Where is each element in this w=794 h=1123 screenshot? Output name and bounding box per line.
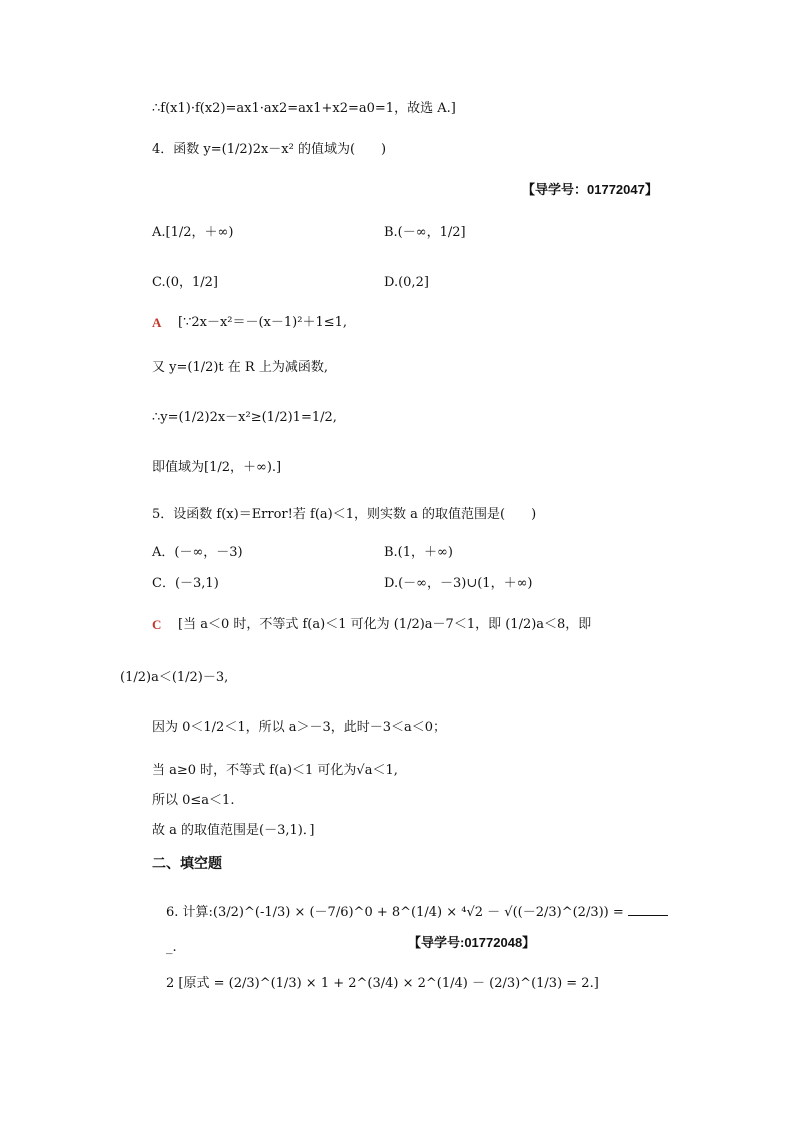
question-5: 5．设函数 f(x)＝Error!若 f(a)＜1，则实数 a 的取值范围是( ) — [152, 507, 537, 522]
option-a-4: A.[1/2，＋∞) — [152, 225, 234, 240]
section-heading: 二、填空题 — [152, 855, 222, 871]
solution-4-line-1: [∵2x－x²＝－(x－1)²＋1≤1, — [178, 315, 348, 330]
question-6 — [166, 905, 668, 921]
option-b-4: B.(－∞，1/2] — [384, 225, 466, 240]
solution-5-line-6: 故 a 的取值范围是(－3,1)．] — [152, 823, 315, 838]
solution-4-line-2: 又 y=(1/2)t 在 R 上为减函数, — [152, 360, 328, 375]
question-6-blank-tail: _. — [166, 940, 177, 955]
line-1: ∴f(x1)·f(x2)=ax1·ax2=ax1+x2=a0=1，故选 A.] — [152, 101, 456, 116]
solution-5-line-1: [当 a＜0 时，不等式 f(a)＜1 可化为 (1/2)a－7＜1，即 (1/2)a＜8，即 — [178, 617, 592, 632]
solution-5-line-4: 当 a≥0 时，不等式 f(a)＜1 可化为√a＜1, — [152, 763, 398, 778]
solution-6: 2 [原式 = (2/3)^(1/3) × 1 + 2^(3/4) × 2^(1/4) － (2/3)^(1/3) = 2.] — [166, 976, 599, 991]
question-6-text: 6. 计算:(3/2)^(-1/3) × (－7/6)^0 + 8^(1/4) × ⁴√2 － √((－2/3)^(2/3)) = — [166, 905, 624, 920]
option-c-4: C.(0，1/2] — [152, 275, 218, 290]
option-d-5: D.(－∞，－3)∪(1，＋∞) — [384, 576, 533, 591]
answer-5: C — [152, 617, 162, 632]
option-c-5: C．(－3,1) — [152, 576, 219, 591]
option-a-5: A．(－∞，－3) — [152, 545, 243, 560]
option-b-5: B.(1，＋∞) — [384, 545, 453, 560]
answer-4: A — [152, 315, 162, 330]
question-4: 4．函数 y=(1/2)2x－x² 的值域为( ) — [152, 142, 387, 157]
answer-blank — [628, 915, 668, 916]
solution-5-line-5: 所以 0≤a＜1. — [152, 793, 235, 808]
ref-number-4: 【导学号：01772047】 — [522, 182, 658, 197]
solution-5-line-3: 因为 0＜1/2＜1，所以 a＞－3，此时－3＜a＜0； — [152, 720, 447, 735]
solution-4-line-4: 即值域为[1/2，＋∞).] — [152, 460, 282, 475]
solution-4-line-3: ∴y=(1/2)2x－x²≥(1/2)1=1/2, — [152, 410, 337, 425]
solution-5-line-2: (1/2)a＜(1/2)－3, — [120, 670, 229, 685]
ref-number-6: 【导学号:01772048】 — [408, 935, 536, 950]
option-d-4: D.(0,2] — [384, 275, 429, 290]
